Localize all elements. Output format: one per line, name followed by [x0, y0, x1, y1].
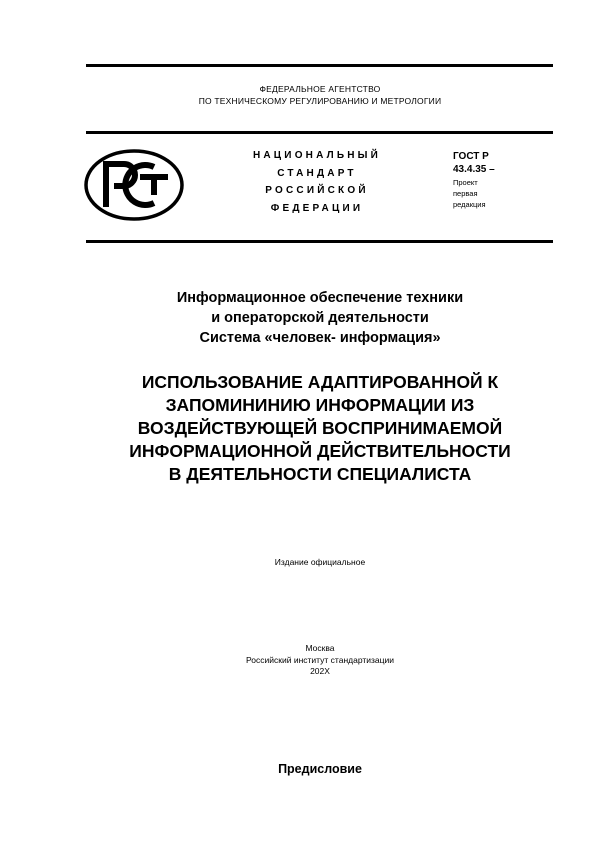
edition-label: Издание официальное	[274, 557, 366, 567]
title-line-3: ВОЗДЕЙСТВУЮЩЕЙ ВОСПРИНИМАЕМОЙ	[137, 418, 503, 438]
subtitle-line-1: Информационное обеспечение техники	[176, 290, 464, 306]
imprint-year: 202Х	[310, 666, 330, 676]
document-title	[0, 371, 595, 486]
gost-r-logo-icon	[84, 149, 184, 221]
designation-code-2: 43.4.35 –	[453, 164, 495, 175]
document-subtitle	[0, 288, 595, 348]
subtitle-line-2: и операторской деятельности	[211, 310, 429, 326]
imprint-institute: Российский институт стандартизации	[246, 654, 394, 665]
standard-designation	[453, 150, 495, 176]
title-line-2: ЗАПОМИНИНИЮ ИНФОРМАЦИИ ИЗ	[165, 395, 475, 415]
national-standard-label	[232, 147, 402, 217]
standard-line-4: ФЕДЕРАЦИИ	[270, 202, 364, 214]
subtitle-line-3: Система «человек- информация»	[199, 330, 441, 346]
title-line-5: В ДЕЯТЕЛЬНОСТИ СПЕЦИАЛИСТА	[168, 464, 472, 484]
top-rule	[86, 64, 553, 67]
draft-status	[453, 177, 486, 210]
title-line-1: ИСПОЛЬЗОВАНИЕ АДАПТИРОВАННОЙ К	[141, 372, 499, 392]
header-bottom-rule	[86, 240, 553, 243]
imprint-block	[0, 643, 595, 678]
imprint-city: Москва	[305, 643, 335, 653]
standard-line-3: РОССИЙСКОЙ	[265, 185, 369, 196]
header-rule	[86, 131, 553, 134]
agency-block	[0, 83, 595, 107]
draft-line-2: первая	[453, 189, 478, 198]
foreword-heading: Предисловие	[278, 762, 362, 776]
draft-line-1: Проект	[453, 178, 478, 187]
draft-line-3: редакция	[453, 200, 486, 209]
agency-line-1: ФЕДЕРАЛЬНОЕ АГЕНТСТВО	[259, 84, 381, 94]
standard-line-1: НАЦИОНАЛЬНЫЙ	[252, 150, 382, 161]
standard-line-2: СТАНДАРТ	[277, 167, 357, 179]
title-line-4: ИНФОРМАЦИОННОЙ ДЕЙСТВИТЕЛЬНОСТИ	[129, 441, 511, 461]
designation-code-1: ГОСТ Р	[453, 151, 489, 162]
agency-line-2: ПО ТЕХНИЧЕСКОМУ РЕГУЛИРОВАНИЮ И МЕТРОЛОГИИ	[198, 96, 442, 106]
